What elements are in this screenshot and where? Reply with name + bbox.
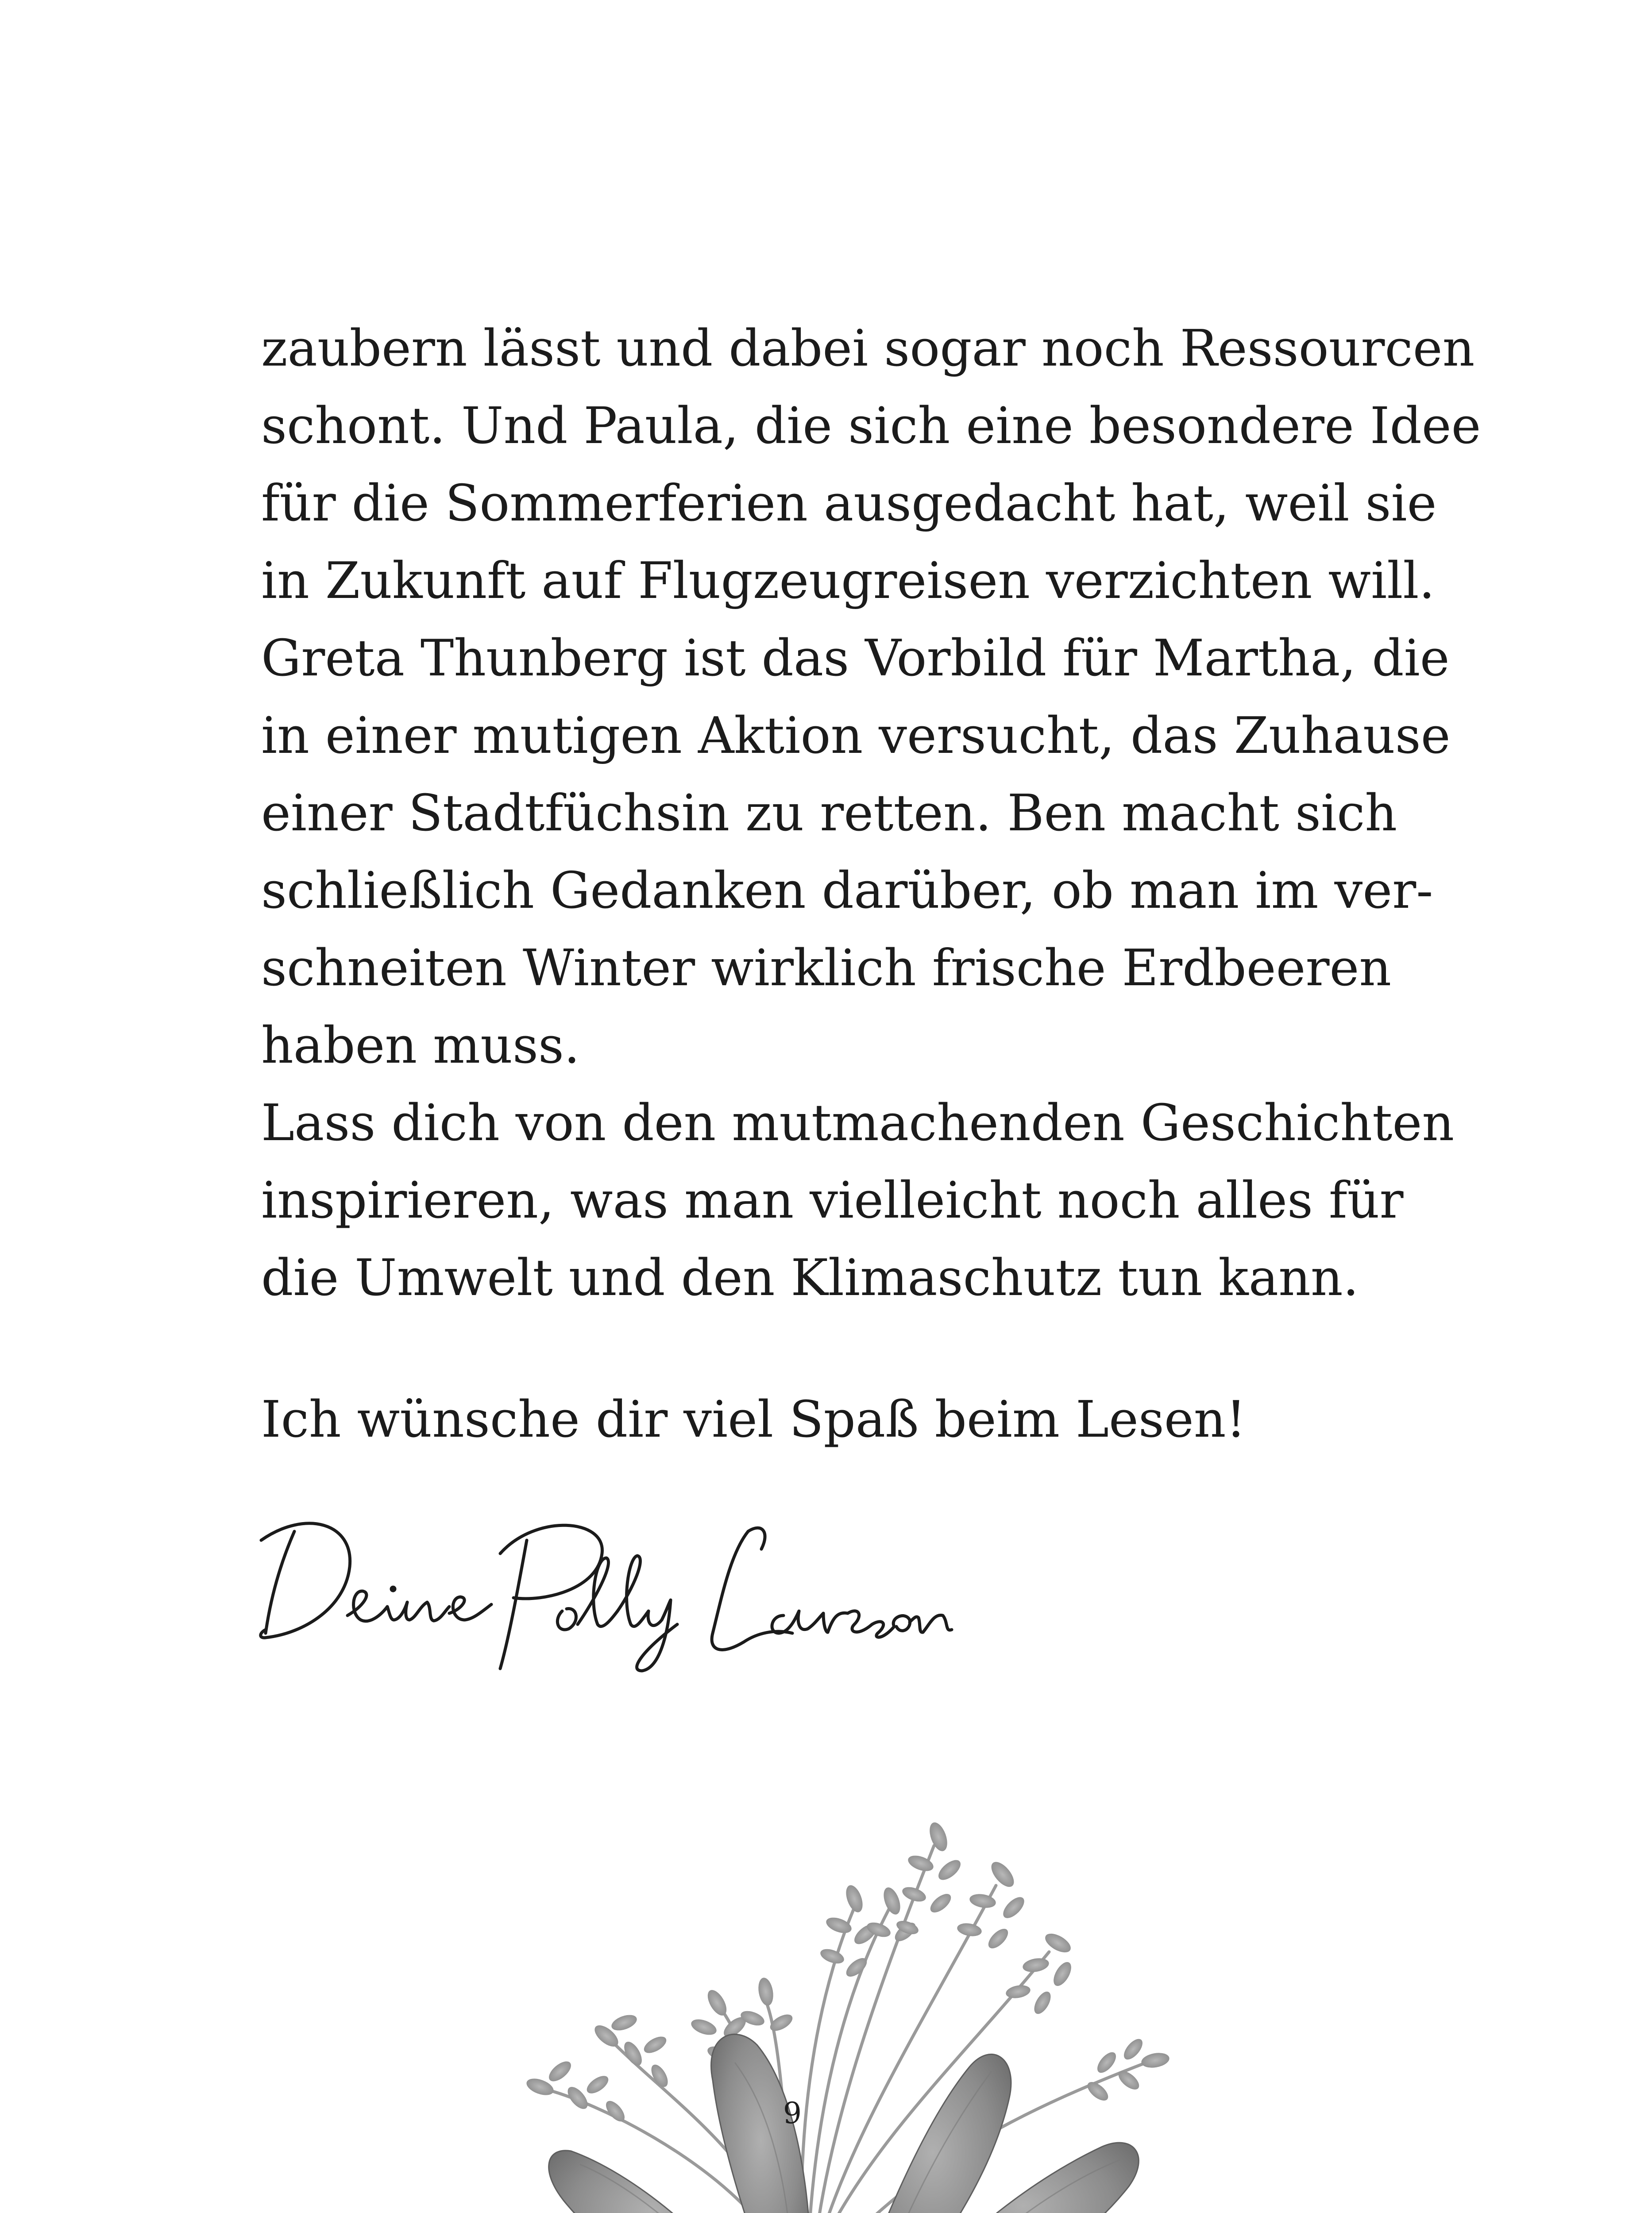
text-line: die Umwelt und den Klimaschutz tun kann.: [261, 1249, 1359, 1307]
text-line: schont. Und Paula, die sich eine besondere Idee: [261, 397, 1481, 455]
closing-greeting: Ich wünsche dir viel Spaß beim Lesen!: [261, 1390, 1246, 1449]
signature: [252, 1492, 961, 1677]
body-text: [261, 310, 1481, 1317]
text-line: schließlich Gedanken darüber, ob man im ver-: [261, 861, 1433, 920]
text-line: einer Stadtfüchsin zu retten. Ben macht sich: [261, 784, 1397, 842]
page-number: 9: [783, 2096, 802, 2130]
plant-illustration: [465, 1762, 1262, 2213]
text-line: zaubern lässt und dabei sogar noch Ressourcen: [261, 319, 1475, 378]
text-line: für die Sommerferien ausgedacht hat, weil sie: [261, 474, 1437, 532]
text-line: haben muss.: [261, 1016, 580, 1075]
text-line: schneiten Winter wirklich frische Erdbeeren: [261, 939, 1392, 997]
text-line: inspirieren, was man vielleicht noch alles für: [261, 1171, 1404, 1230]
text-line: Greta Thunberg ist das Vorbild für Martha, die: [261, 629, 1450, 687]
text-line: in einer mutigen Aktion versucht, das Zuhause: [261, 706, 1451, 765]
text-line: Lass dich von den mutmachenden Geschichten: [261, 1094, 1455, 1152]
text-line: in Zukunft auf Flugzeugreisen verzichten will.: [261, 551, 1435, 610]
